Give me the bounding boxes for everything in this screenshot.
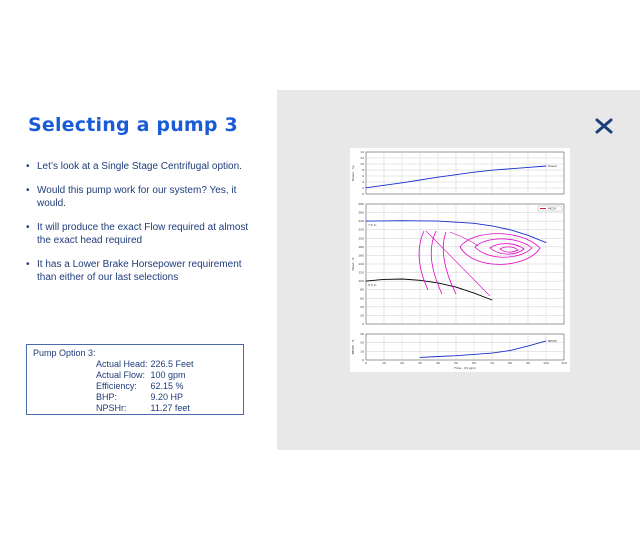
bullet-item: • It has a Lower Brake Horsepower requirement than either of our last selections <box>26 258 256 284</box>
option-label: Actual Head: <box>96 359 148 369</box>
y-tick-label: 6 <box>362 174 364 178</box>
y-tick-label: 8 <box>362 168 364 172</box>
x-tick-label: 10 <box>382 361 386 365</box>
data-point <box>528 167 529 168</box>
option-value: 100 gpm <box>150 370 186 380</box>
legend-label: MCSF <box>548 206 557 211</box>
series-name-label: NPSHr <box>548 338 558 343</box>
data-point <box>492 300 493 301</box>
option-value: 11.27 feet <box>150 403 190 413</box>
series-name-label: Power <box>548 164 558 168</box>
pump-performance-chart <box>350 148 570 372</box>
x-tick-label: 0 <box>365 361 367 365</box>
plot-frame <box>366 334 564 360</box>
data-point <box>384 279 385 280</box>
pump-option-title: Pump Option 3: <box>33 348 96 358</box>
pump-curve-svg <box>350 148 570 372</box>
y-tick-label: 80 <box>360 287 364 292</box>
data-point <box>420 180 421 181</box>
option-label: Actual Flow: <box>96 370 146 380</box>
data-point <box>456 287 457 288</box>
bullet-item: • It will produce the exact Flow required at almost the exact head required <box>26 221 256 247</box>
bullet-item: • Would this pump work for our system? Yes, it would. <box>26 184 256 210</box>
x-tick-label: 90 <box>526 361 530 365</box>
y-tick-label: 10 <box>360 349 364 354</box>
y-tick-label: 2 <box>362 186 364 190</box>
y-axis-label: Head - ft <box>351 257 355 271</box>
x-tick-label: 30 <box>418 361 422 365</box>
data-point <box>420 280 421 281</box>
data-point <box>492 353 493 354</box>
y-tick-label: 4 <box>362 180 364 184</box>
y-tick-label: 180 <box>358 244 364 249</box>
y-tick-label: 60 <box>360 296 364 301</box>
data-point <box>546 166 547 167</box>
data-point <box>546 341 547 342</box>
data-point <box>510 229 511 230</box>
data-point <box>474 354 475 355</box>
data-point <box>438 177 439 178</box>
option-label: BHP: <box>96 392 118 402</box>
data-point <box>438 221 439 222</box>
data-point <box>456 355 457 356</box>
y-tick-label: 240 <box>358 219 364 224</box>
option-row-flow <box>96 370 186 380</box>
x-tick-label: 80 <box>508 361 512 365</box>
data-point <box>456 174 457 175</box>
data-point <box>492 225 493 226</box>
data-point <box>366 281 367 282</box>
x-tick-label: 60 <box>472 361 476 365</box>
y-axis-label: NPSHr - ft <box>351 339 355 355</box>
y-axis-label: Power - hp <box>351 165 355 181</box>
brand-x-icon <box>595 117 613 135</box>
data-point <box>474 223 475 224</box>
x-tick-label: 100 <box>543 361 549 365</box>
x-tick-label: 40 <box>436 361 440 365</box>
option-value: 62.15 % <box>150 381 184 391</box>
data-point <box>420 357 421 358</box>
data-point <box>366 187 367 188</box>
y-tick-label: 200 <box>358 236 364 241</box>
option-row-npshr <box>96 403 190 413</box>
option-label: NPSHr: <box>96 403 127 413</box>
data-point <box>366 221 367 222</box>
data-point <box>402 182 403 183</box>
chart-panel-1 <box>351 150 564 196</box>
y-tick-label: 10 <box>360 162 364 166</box>
option-row-efficiency <box>96 381 184 391</box>
slide <box>0 90 640 450</box>
data-point <box>510 168 511 169</box>
y-tick-label: 260 <box>358 210 364 215</box>
option-value: 226.5 Feet <box>150 359 194 369</box>
option-label: Efficiency: <box>96 381 137 391</box>
data-point <box>528 346 529 347</box>
y-tick-label: 0 <box>362 322 364 326</box>
bullet-list <box>26 160 256 295</box>
data-point <box>438 356 439 357</box>
data-point <box>402 220 403 221</box>
x-axis-label: Flow - US gpm <box>454 366 476 370</box>
y-tick-label: 14 <box>360 150 364 154</box>
y-tick-label: 20 <box>360 340 364 345</box>
y-tick-label: 12 <box>360 156 364 160</box>
chart-panel-2 <box>351 202 564 326</box>
data-point <box>528 235 529 236</box>
data-point <box>474 293 475 294</box>
data-point <box>402 279 403 280</box>
chart-panel-3 <box>351 332 567 370</box>
y-tick-label: 120 <box>358 270 364 275</box>
data-point <box>492 170 493 171</box>
data-point <box>474 172 475 173</box>
x-tick-label: 110 <box>561 361 567 365</box>
y-tick-label: 0 <box>362 192 364 196</box>
x-tick-label: 20 <box>400 361 404 365</box>
y-tick-label: 30 <box>360 332 364 336</box>
slide-title: Selecting a pump 3 <box>28 114 238 136</box>
y-tick-label: 100 <box>358 279 364 284</box>
data-point <box>384 185 385 186</box>
option-row-head <box>96 359 194 369</box>
option-row-bhp <box>96 392 183 402</box>
y-tick-label: 40 <box>360 304 364 309</box>
y-tick-label: 20 <box>360 313 364 318</box>
data-point <box>546 242 547 243</box>
y-tick-label: 160 <box>358 253 364 258</box>
pump-option-box <box>26 344 244 415</box>
y-tick-label: 220 <box>358 227 364 232</box>
impeller-diameter-label: 7.5 in <box>368 223 377 228</box>
y-tick-label: 140 <box>358 262 364 266</box>
x-tick-label: 50 <box>454 361 458 365</box>
y-tick-label: 0 <box>362 358 364 362</box>
impeller-diameter-label: 5.0 in <box>368 283 377 288</box>
y-tick-label: 280 <box>358 202 364 206</box>
x-tick-label: 70 <box>490 361 494 365</box>
bullet-item: • Let’s look at a Single Stage Centrifugal option. <box>26 160 256 173</box>
option-value: 9.20 HP <box>150 392 184 402</box>
data-point <box>510 350 511 351</box>
